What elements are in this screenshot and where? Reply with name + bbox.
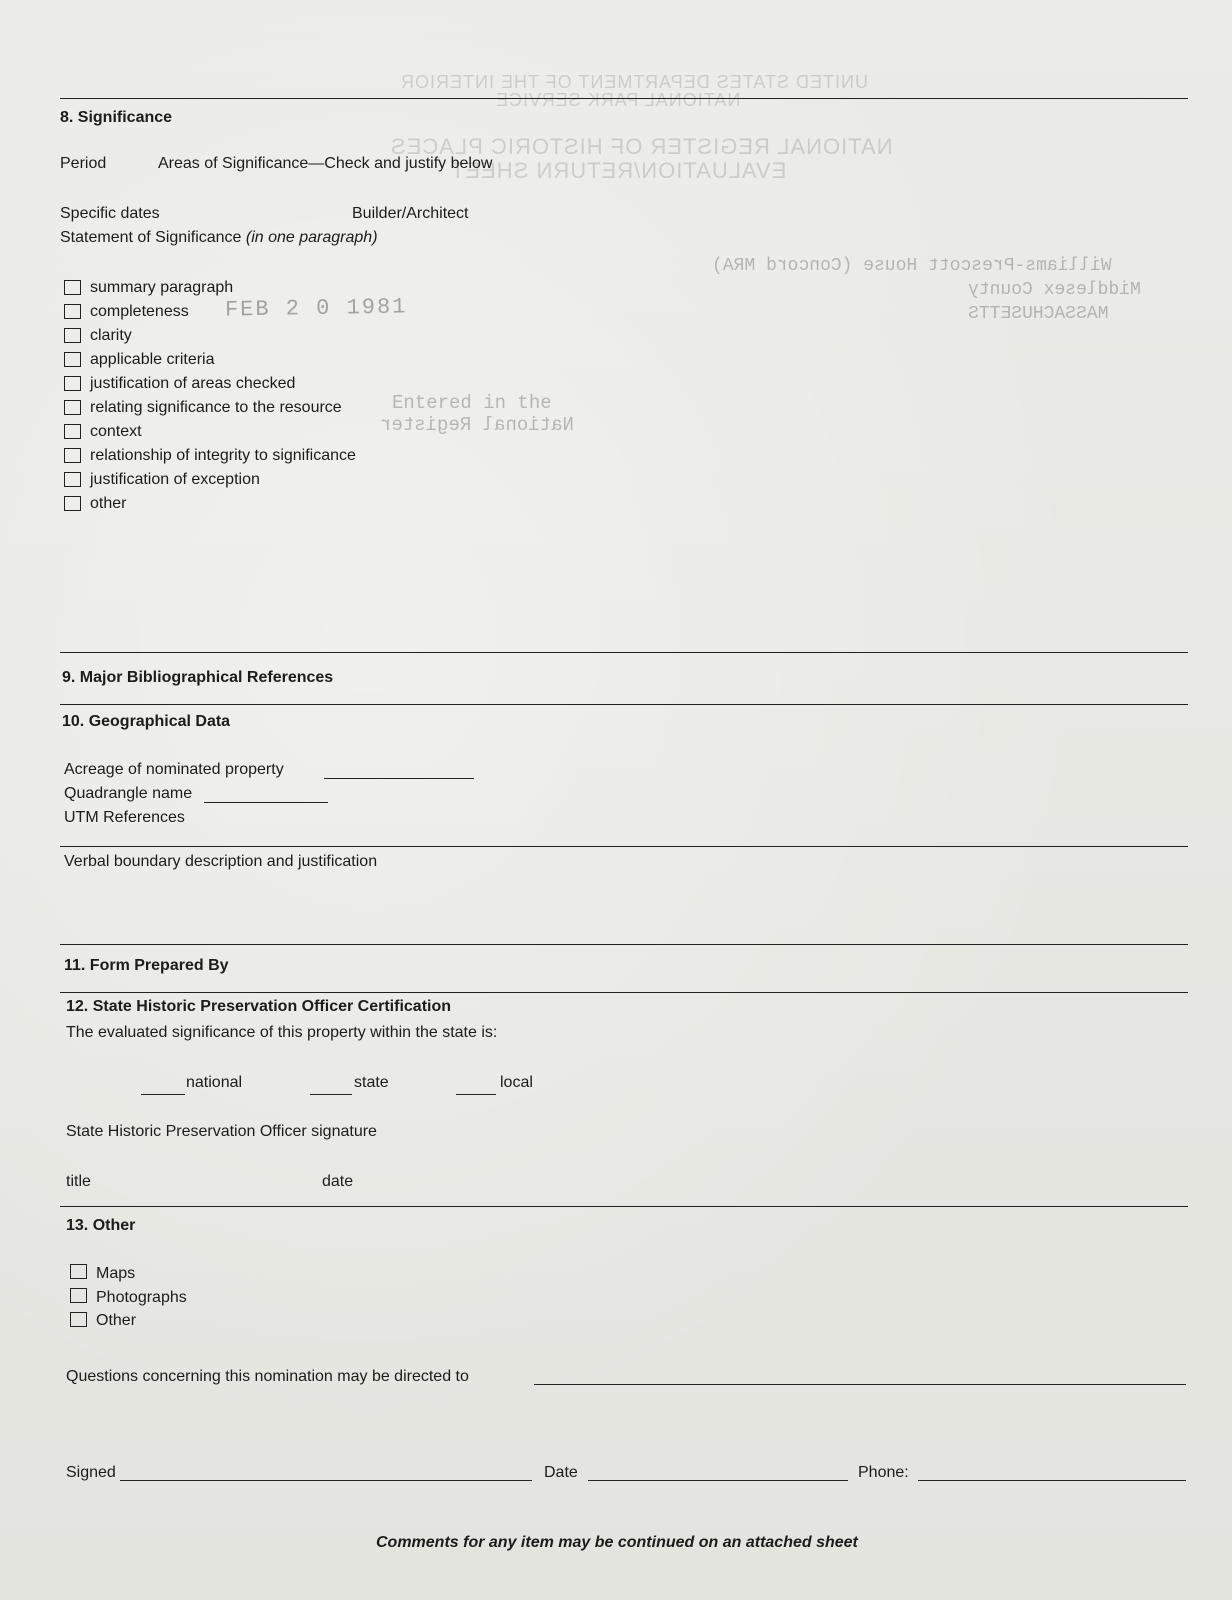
questions-field[interactable] bbox=[534, 1384, 1186, 1385]
checkbox-label: applicable criteria bbox=[90, 351, 215, 368]
checkbox-label: Photographs bbox=[96, 1289, 187, 1306]
section-9-heading: 9. Major Bibliographical References bbox=[62, 669, 334, 686]
rule-verbal bbox=[60, 846, 1188, 847]
checkbox-maps[interactable] bbox=[70, 1264, 87, 1279]
ghost-service: NATIONAL PARK SERVICE bbox=[495, 90, 741, 110]
rule-top bbox=[60, 98, 1188, 99]
checkbox-context[interactable] bbox=[64, 424, 81, 439]
section-10-heading: 10. Geographical Data bbox=[62, 713, 231, 730]
checkbox-label: summary paragraph bbox=[90, 279, 234, 296]
ghost-entered2: National Register bbox=[380, 414, 574, 436]
rule-13 bbox=[60, 1206, 1188, 1207]
state-field[interactable] bbox=[310, 1094, 352, 1095]
section-8-heading: 8. Significance bbox=[60, 109, 173, 126]
ghost-title1: NATIONAL REGISTER OF HISTORIC PLACES bbox=[390, 134, 893, 159]
checkbox-label: justification of exception bbox=[90, 471, 260, 488]
rule-10 bbox=[60, 704, 1188, 705]
period-label: Period bbox=[60, 155, 107, 172]
rule-12 bbox=[60, 992, 1188, 993]
questions-label: Questions concerning this nomination may be directed to bbox=[66, 1368, 469, 1385]
acreage-label: Acreage of nominated property bbox=[64, 761, 284, 778]
checkbox-label: context bbox=[90, 423, 142, 440]
ghost-prop3: MASSACHUSETTS bbox=[968, 304, 1109, 324]
checkbox-exception[interactable] bbox=[64, 472, 81, 487]
checkbox-other-attach[interactable] bbox=[70, 1312, 87, 1327]
checkbox-label: clarity bbox=[90, 327, 132, 344]
local-label: local bbox=[500, 1074, 533, 1091]
checkbox-relating[interactable] bbox=[64, 400, 81, 415]
checkbox-label: completeness bbox=[90, 303, 189, 320]
rule-11 bbox=[60, 944, 1188, 945]
checkbox-label: relating significance to the resource bbox=[90, 399, 342, 416]
quad-label: Quadrangle name bbox=[64, 785, 193, 802]
phone-field[interactable] bbox=[918, 1480, 1186, 1481]
rule-9 bbox=[60, 652, 1188, 653]
ghost-entered1: Entered in the bbox=[392, 392, 552, 414]
title-label: title bbox=[66, 1173, 91, 1190]
received-stamp: FEB 2 0 1981 bbox=[224, 294, 408, 323]
verbal-label: Verbal boundary description and justification bbox=[64, 853, 378, 870]
ghost-title2: EVALUATION/RETURN SHEET bbox=[450, 158, 787, 183]
phone-label: Phone: bbox=[858, 1464, 909, 1481]
checkbox-criteria[interactable] bbox=[64, 352, 81, 367]
ghost-prop1: Williams-Prescott House (Concord MRA) bbox=[712, 256, 1112, 276]
local-field[interactable] bbox=[456, 1094, 496, 1095]
checkbox-label: Maps bbox=[96, 1265, 136, 1282]
checkbox-label: Other bbox=[96, 1312, 137, 1329]
ghost-prop2: Middlesex County bbox=[968, 280, 1141, 300]
checkbox-clarity[interactable] bbox=[64, 328, 81, 343]
footer-date-label: Date bbox=[544, 1464, 578, 1481]
date-label: date bbox=[322, 1173, 354, 1190]
checkbox-completeness[interactable] bbox=[64, 304, 81, 319]
section-11-heading: 11. Form Prepared By bbox=[64, 957, 229, 974]
section-13-heading: 13. Other bbox=[66, 1217, 136, 1234]
signature-label: State Historic Preservation Officer signature bbox=[66, 1123, 377, 1140]
section-12-heading: 12. State Historic Preservation Officer Certification bbox=[66, 998, 452, 1015]
signed-label: Signed bbox=[66, 1464, 116, 1481]
checkbox-integrity[interactable] bbox=[64, 448, 81, 463]
checkbox-other[interactable] bbox=[64, 496, 81, 511]
utm-label: UTM References bbox=[64, 809, 185, 826]
checkbox-label: relationship of integrity to significance bbox=[90, 447, 356, 464]
dates-label: Specific dates bbox=[60, 205, 160, 222]
builder-label: Builder/Architect bbox=[352, 205, 469, 222]
acreage-field[interactable] bbox=[324, 778, 474, 779]
state-label: state bbox=[354, 1074, 389, 1091]
evaluated-label: The evaluated significance of this property within the state is: bbox=[66, 1024, 498, 1041]
ghost-agency: UNITED STATES DEPARTMENT OF THE INTERIOR bbox=[400, 72, 869, 92]
areas-label: Areas of Significance—Check and justify below bbox=[158, 155, 493, 172]
quad-field[interactable] bbox=[204, 802, 328, 803]
statement-label bbox=[60, 228, 378, 248]
checkbox-label: justification of areas checked bbox=[90, 375, 296, 392]
footer-date-field[interactable] bbox=[588, 1480, 848, 1481]
statement-note: (in one paragraph) bbox=[245, 229, 378, 246]
checkbox-photographs[interactable] bbox=[70, 1288, 87, 1303]
national-label: national bbox=[186, 1074, 243, 1091]
signed-field[interactable] bbox=[120, 1480, 532, 1481]
checkbox-justification[interactable] bbox=[64, 376, 81, 391]
checkbox-label: other bbox=[90, 495, 127, 512]
statement-text: Statement of Significance bbox=[60, 229, 242, 246]
comments-note: Comments for any item may be continued on an attached sheet bbox=[376, 1534, 858, 1551]
checkbox-summary[interactable] bbox=[64, 280, 81, 295]
national-field[interactable] bbox=[141, 1094, 185, 1095]
